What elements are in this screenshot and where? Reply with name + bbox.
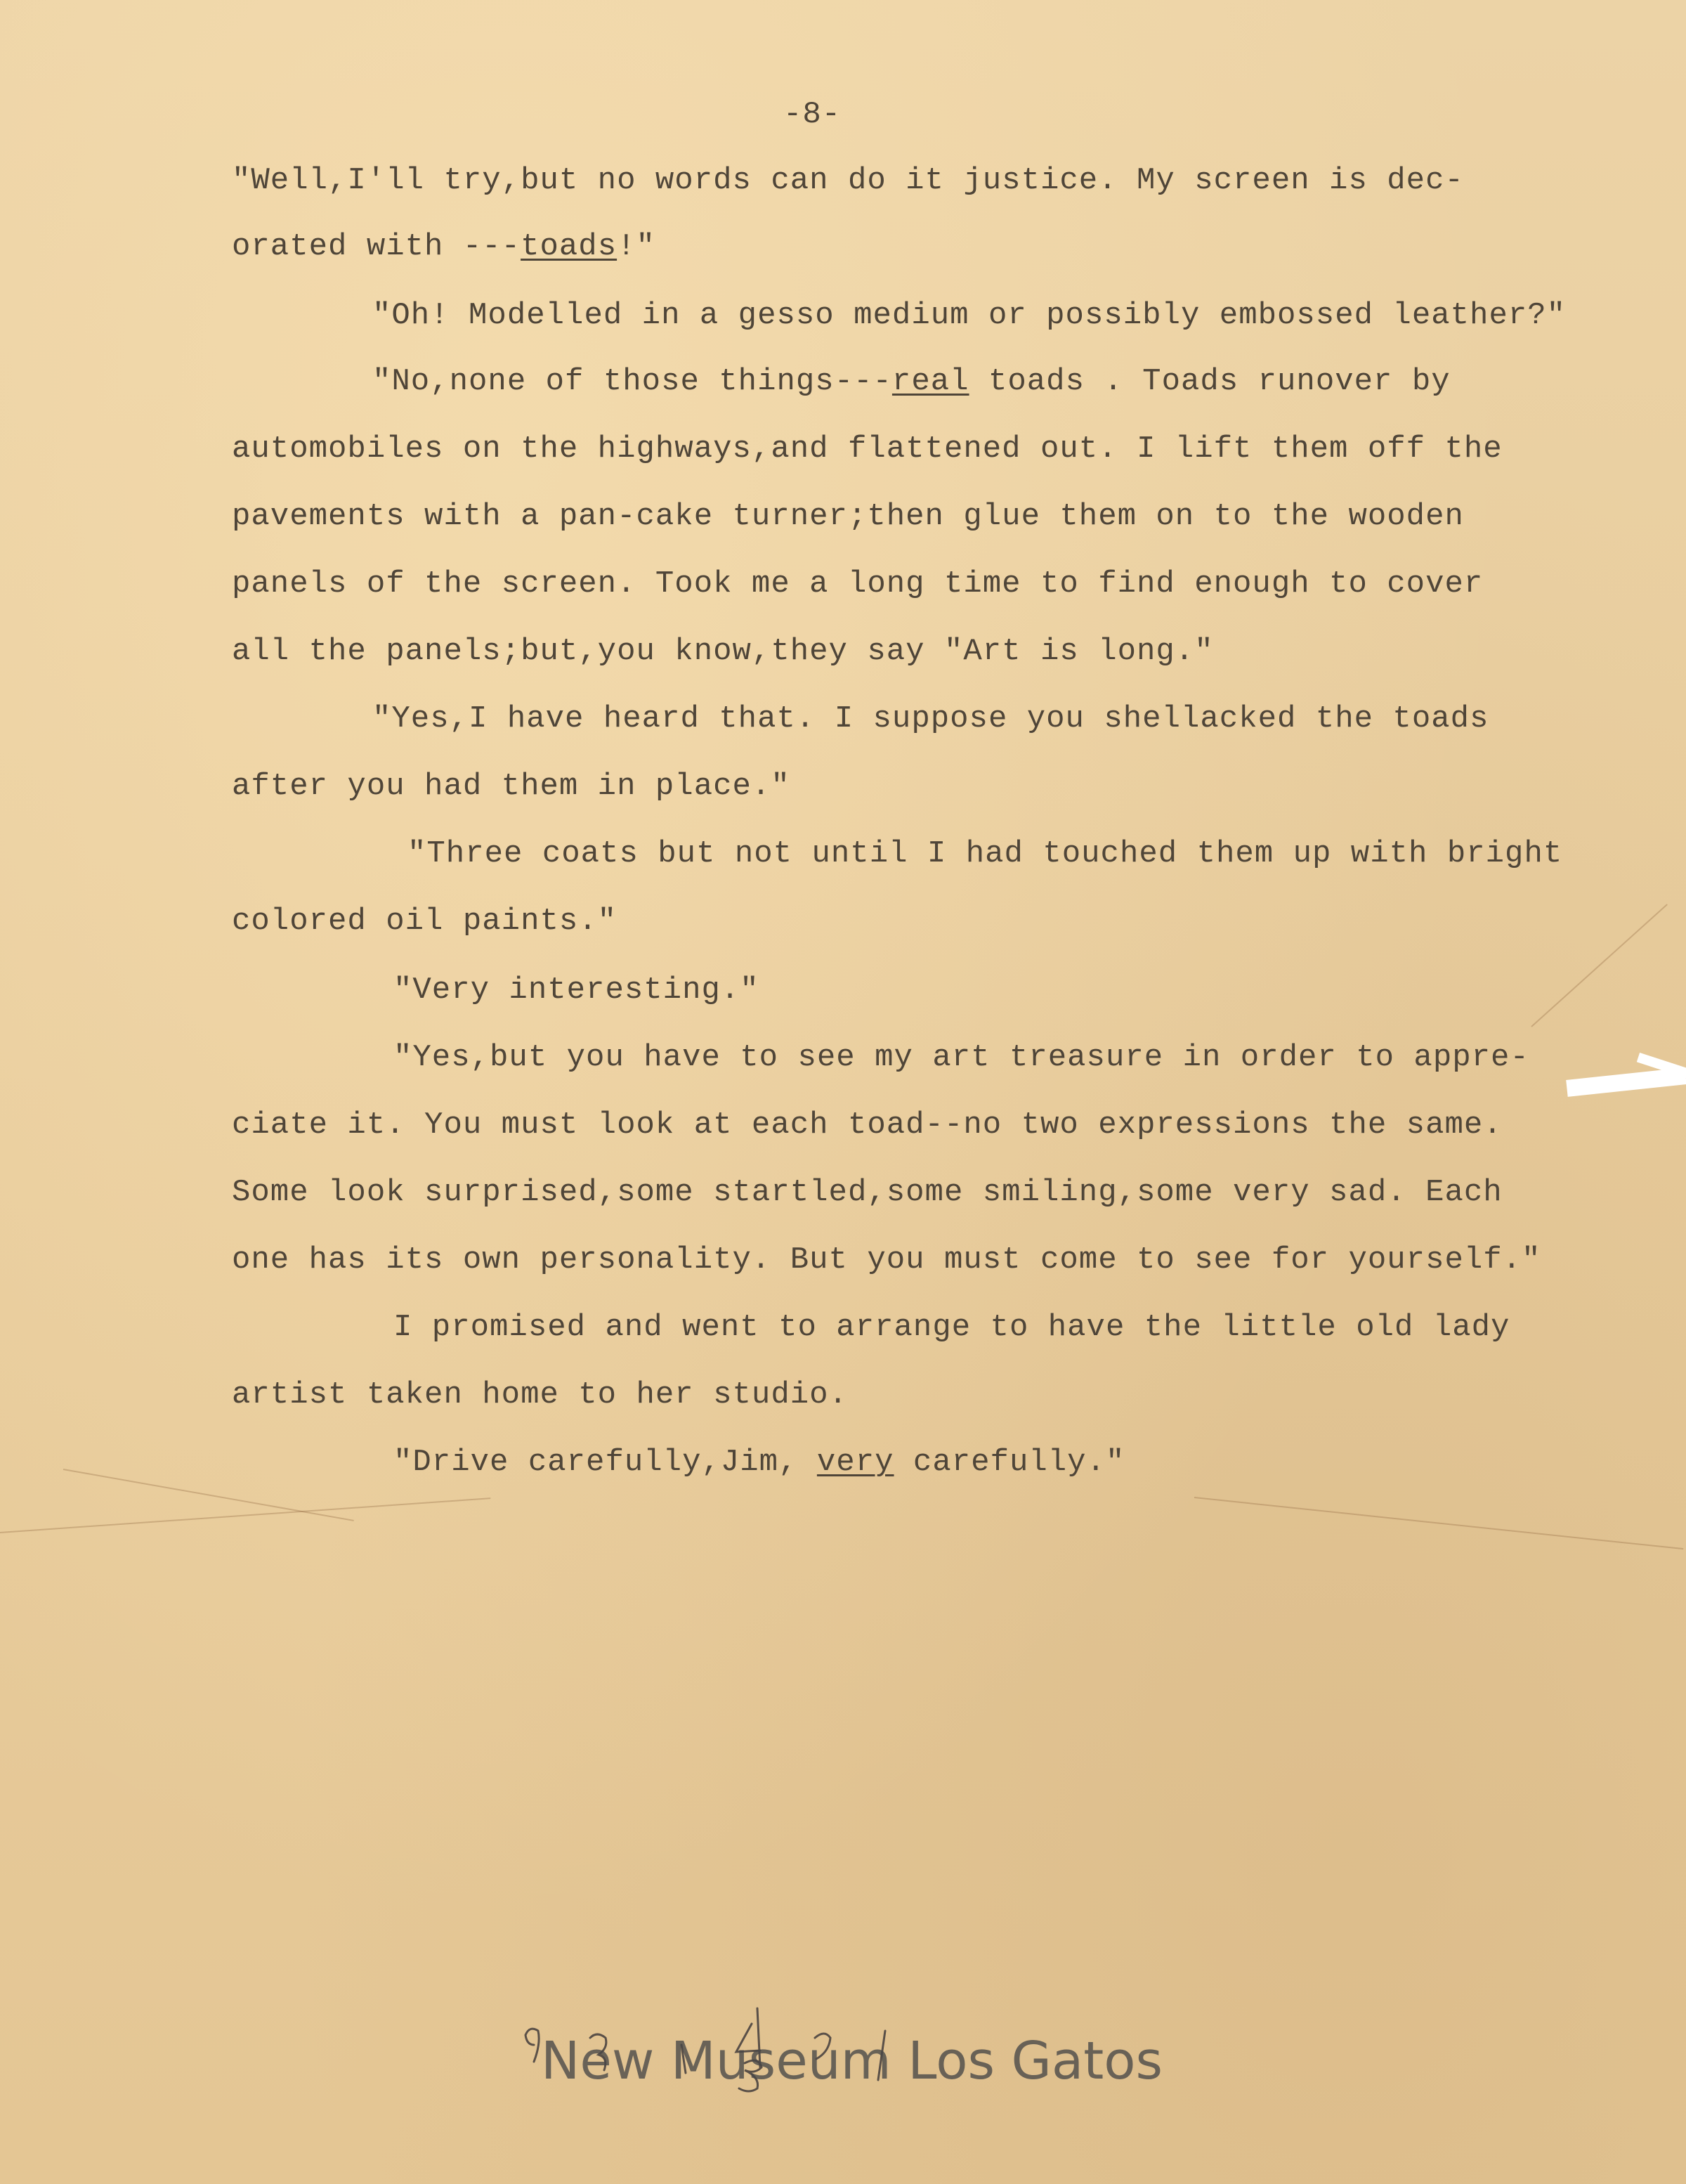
text-line: panels of the screen. Took me a long time to find enough to cover — [232, 566, 1484, 602]
text-line: automobiles on the highways,and flattened out. I lift them off the — [232, 431, 1503, 467]
underlined-word: real — [891, 364, 969, 399]
text-line: "Three coats but not until I had touched them up with bright — [407, 836, 1563, 871]
text-line: "Well,I'll try,but no words can do it justice. My screen is dec- — [232, 163, 1464, 198]
paper-crease — [1531, 904, 1668, 1027]
text-line: "Yes,but you have to see my art treasure in order to appre- — [393, 1040, 1529, 1075]
text-line: all the panels;but,you know,they say "Art is long." — [232, 634, 1214, 669]
paper-crease — [63, 1469, 354, 1521]
text-line: ciate it. You must look at each toad--no two expressions the same. — [232, 1107, 1503, 1143]
text-line: orated with ---toads!" — [232, 229, 655, 264]
text-line: "Very interesting." — [393, 973, 759, 1008]
text-line: after you had them in place." — [232, 769, 790, 804]
underlined-word: very — [816, 1445, 894, 1480]
text-line: "Yes,I have heard that. I suppose you shellacked the toads — [372, 701, 1489, 736]
text-line: artist taken home to her studio. — [232, 1377, 848, 1412]
text-line: "Oh! Modelled in a gesso medium or possibly embossed leather?" — [372, 298, 1567, 333]
text-line: one has its own personality. But you must come to see for yourself." — [232, 1242, 1541, 1278]
underlined-word: toads — [521, 229, 617, 264]
paper-crease — [0, 1497, 490, 1533]
text-line: I promised and went to arrange to have the little old lady — [393, 1310, 1510, 1345]
text-line: "Drive carefully,Jim, very carefully." — [393, 1445, 1125, 1480]
text-line: Some look surprised,some startled,some smiling,some very sad. Each — [232, 1175, 1503, 1210]
text-line: "No,none of those things---real toads . Toads runover by — [372, 364, 1451, 399]
museum-watermark: New Museum Los Gatos — [541, 2031, 1163, 2091]
paper-crease — [1194, 1497, 1683, 1549]
page-number: -8- — [783, 97, 842, 132]
text-line: colored oil paints." — [232, 904, 617, 939]
text-line: pavements with a pan-cake turner;then glue them on to the wooden — [232, 499, 1464, 534]
